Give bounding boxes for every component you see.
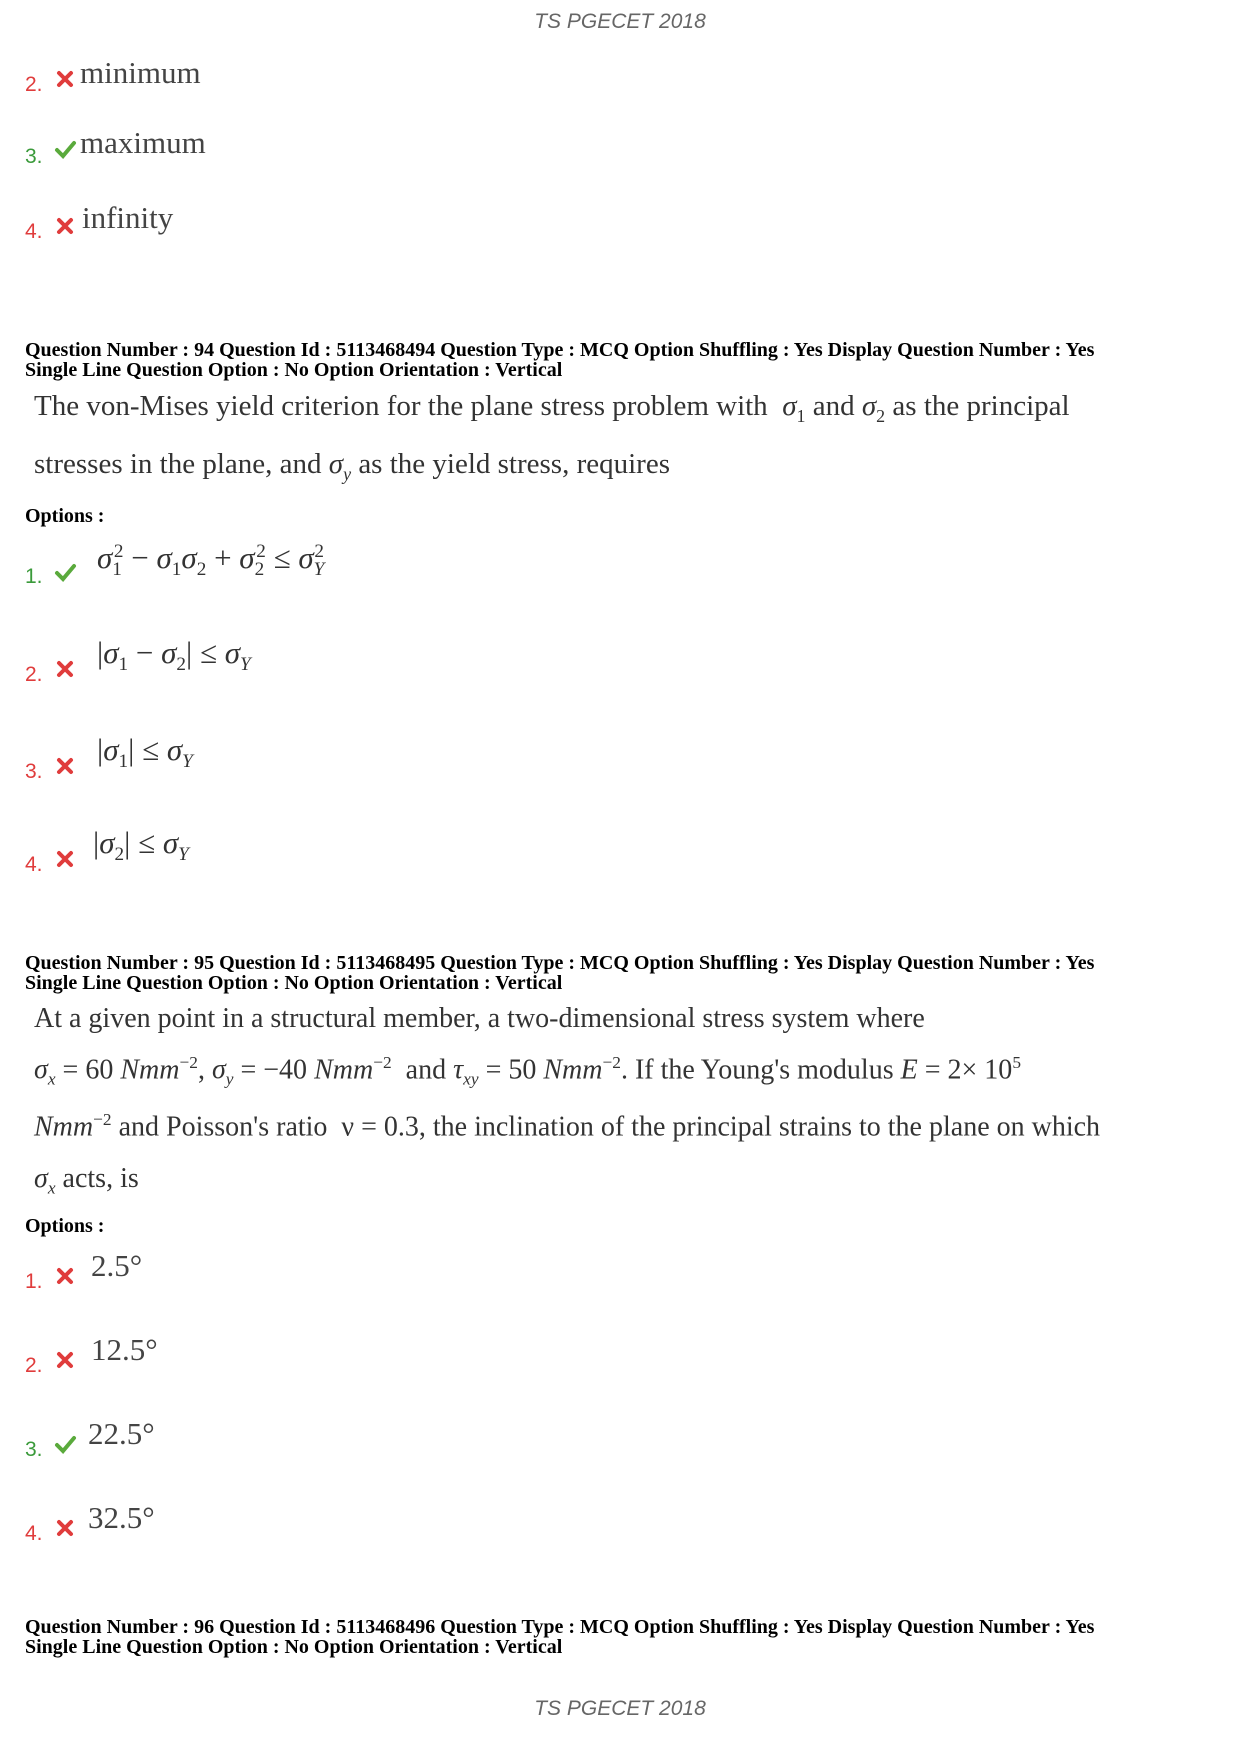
option-text: 2.5° — [91, 1248, 143, 1283]
cross-icon — [53, 214, 77, 238]
option-number: 1. — [25, 565, 43, 588]
option-text: 22.5° — [88, 1416, 155, 1451]
check-icon — [53, 560, 77, 584]
q94-meta-line2: Single Line Question Option : No Option Orientation : Vertical — [25, 359, 563, 381]
q95-text-line2: $\sigma_x = 60$ Nmm$^{-2}$, $\sigma_y = -40$ Nmm$^{-2}$ and $\tau_{xy} = 50$ Nmm$^{-2}$. If the Young's modulus $E = 2\times 10^5$ — [34, 1053, 1021, 1089]
option-number: 2. — [25, 663, 43, 686]
cross-icon — [53, 1264, 77, 1288]
option-formula: $|\sigma_1 - \sigma_2| \le \sigma_Y$ — [97, 635, 251, 676]
check-icon — [53, 1432, 77, 1456]
option-formula: $|\sigma_2| \le \sigma_Y$ — [93, 825, 189, 866]
option-number: 3. — [25, 760, 43, 783]
q95-meta-line2: Single Line Question Option : No Option Orientation : Vertical — [25, 972, 563, 994]
cross-icon — [53, 67, 77, 91]
page-header: TS PGECET 2018 — [534, 10, 706, 33]
q95-meta-line1: Question Number : 95 Question Id : 5113468495 Question Type : MCQ Option Shuffling : Yes Display Question Number : Yes — [25, 952, 1095, 974]
q94-options-label: Options : — [25, 505, 105, 527]
cross-icon — [53, 657, 77, 681]
q94-text-line1: The von-Mises yield criterion for the plane stress problem with $\sigma_1$ and $\sigma_2$ as the principal — [34, 390, 1070, 426]
q94-text-line2: stresses in the plane, and $\sigma_y$ as the yield stress, requires — [34, 448, 670, 484]
q96-meta-line2: Single Line Question Option : No Option Orientation : Vertical — [25, 1636, 563, 1658]
option-text: maximum — [80, 125, 206, 160]
q95-options-label: Options : — [25, 1215, 105, 1237]
q95-text-line4: $\sigma_x$ acts, is — [34, 1163, 139, 1198]
option-text: 12.5° — [91, 1332, 158, 1367]
option-number: 3. — [25, 1438, 43, 1461]
option-text: minimum — [80, 55, 201, 90]
q94-meta-line1: Question Number : 94 Question Id : 5113468494 Question Type : MCQ Option Shuffling : Yes Display Question Number : Yes — [25, 339, 1095, 361]
cross-icon — [53, 1348, 77, 1372]
option-number: 3. — [25, 145, 43, 168]
option-number: 4. — [25, 220, 43, 243]
check-icon — [53, 137, 77, 161]
q96-meta-line1: Question Number : 96 Question Id : 5113468496 Question Type : MCQ Option Shuffling : Yes Display Question Number : Yes — [25, 1616, 1095, 1638]
option-formula: $|\sigma_1| \le \sigma_Y$ — [97, 732, 193, 773]
option-number: 2. — [25, 73, 43, 96]
option-text: 32.5° — [88, 1500, 155, 1535]
option-text: infinity — [82, 200, 174, 235]
cross-icon — [53, 847, 77, 871]
option-formula: $\sigma_1^2 - \sigma_1\sigma_2 + \sigma_2^2 \le \sigma_Y^2$ — [97, 540, 325, 581]
cross-icon — [53, 754, 77, 778]
page-footer: TS PGECET 2018 — [534, 1697, 706, 1720]
option-number: 4. — [25, 853, 43, 876]
option-number: 1. — [25, 1270, 43, 1293]
q95-text-line1: At a given point in a structural member, a two-dimensional stress system where — [34, 1003, 925, 1034]
cross-icon — [53, 1516, 77, 1540]
option-number: 2. — [25, 1354, 43, 1377]
option-number: 4. — [25, 1522, 43, 1545]
q95-text-line3: Nmm$^{-2}$ and Poisson's ratio ν = 0.3, the inclination of the principal strains to the plane on which — [34, 1110, 1101, 1143]
